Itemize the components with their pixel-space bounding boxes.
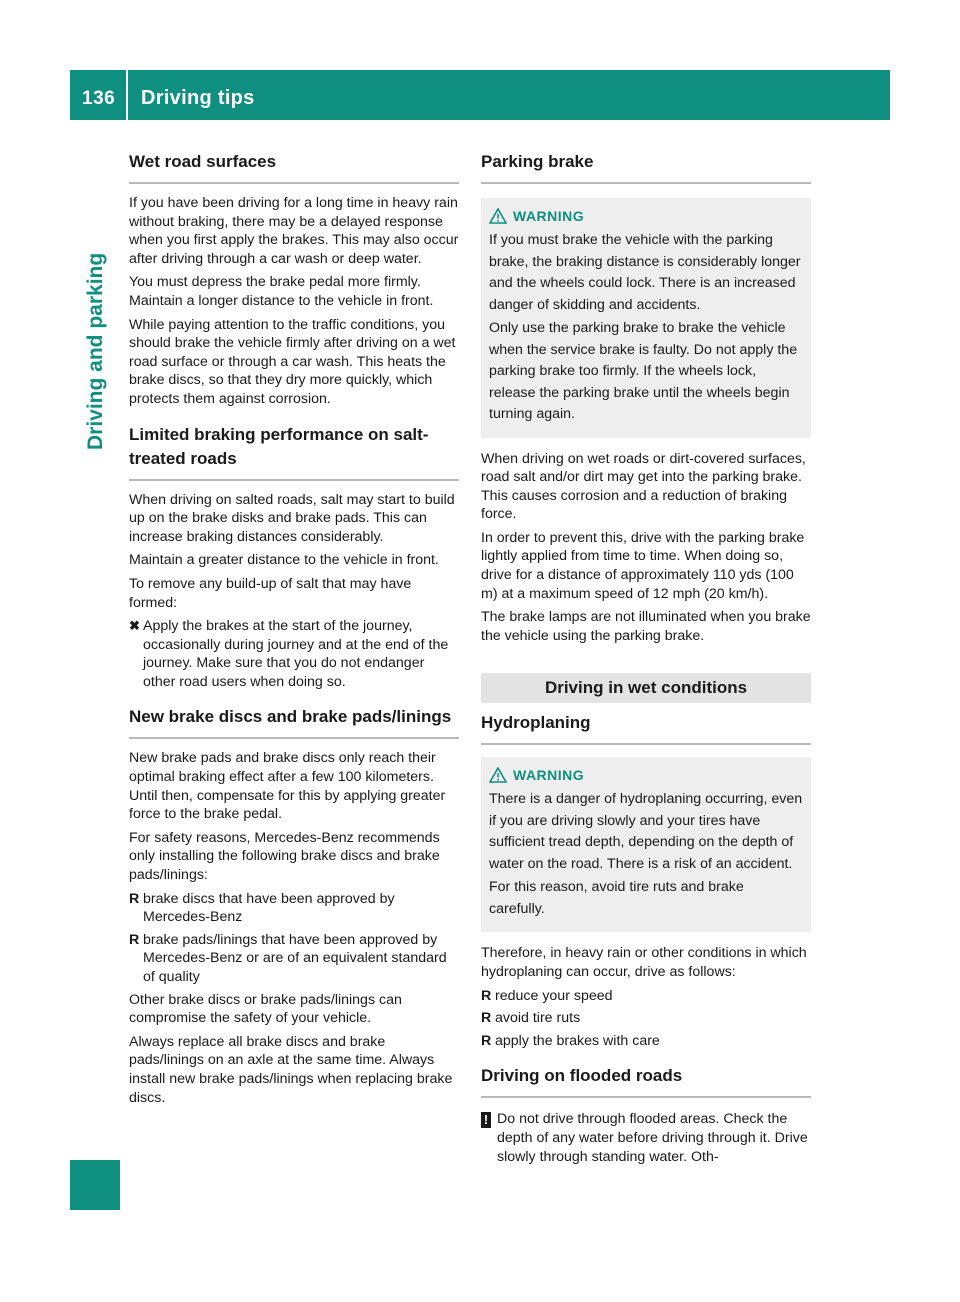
hydroplaning-p1: Therefore, in heavy rain or other conditions in which hydroplaning can occur, drive as follows: [481,945,807,981]
hydroplaning-bullet-3 [481,1032,811,1051]
wet-road-p1: If you have been driving for a long time in heavy rain without braking, there may be a delayed response when you first apply the brakes. This may also occur after driving through a car wash or deep water. [129,195,459,267]
hydroplaning-warning [481,757,811,932]
flooded-notice-text: Do not drive through flooded areas. Check the depth of any water before driving through it. Drive slowly through standing water. Oth- [497,1111,808,1165]
hydroplaning-bullet-2-text: avoid tire ruts [495,1010,581,1027]
bullet-icon: R [481,1032,492,1049]
hydroplaning-heading: Hydroplaning [481,711,811,745]
parking-brake-p3: The brake lamps are not illuminated when you brake the vehicle using the parking brake. [481,609,811,644]
salt-p1: When driving on salted roads, salt may start to build up on the brake disks and brake pads. This can increase braking distances considerably. [129,491,455,545]
warning-triangle-icon [489,767,507,783]
hydro-warning-p2: For this reason, avoid tire ruts and brake carefully. [489,879,744,917]
salt-step-1-text: Apply the brakes at the start of the journey, occasionally during journey and at the end of the journey. Make sure that you do not endanger other road users when doing so. [143,618,449,690]
page-title: Driving tips [141,87,255,109]
new-brakes-heading: New brake discs and brake pads/linings [129,705,459,739]
new-brakes-bullet-2 [129,931,459,987]
exclamation-icon: ! [481,1112,491,1128]
header-divider [126,70,128,120]
parking-brake-p2: In order to prevent this, drive with the parking brake lightly applied from time to time. When doing so, drive for a distance of approximately 110 yds (100 m) at a maximum speed of 12 mph (20 km/h). [481,529,805,602]
side-chapter-text: Driving and parking [84,252,107,450]
left-column [129,150,459,1112]
parking-brake-warning [481,198,811,438]
flooded-notice [481,1110,811,1166]
salt-p3: To remove any build-up of salt that may have formed: [129,575,412,611]
wet-road-p3: While paying attention to the traffic conditions, you should brake the vehicle firmly after driving on a wet road surface or through a car wash. This heats the brake discs, so that they dry more quickly, which protects them against corrosion. [129,316,456,407]
parking-brake-heading: Parking brake [481,150,811,184]
warning-header [489,767,803,783]
salt-heading: Limited braking performance on salt-treated roads [129,423,459,481]
new-brakes-bullet-1 [129,890,459,927]
new-brakes-p4: Always replace all brake discs and brake pads/linings on an axle at the same time. Always install new brake pads/linings when replacing brake discs. [129,1033,453,1106]
side-chapter-marker [70,1160,120,1210]
step-arrow-icon: ✖ [129,618,140,634]
new-brakes-p2: For safety reasons, Mercedes-Benz recommends only installing the following brake discs and brake pads/linings: [129,829,440,884]
warning-title: WARNING [513,208,585,224]
new-brakes-bullet-1-text: brake discs that have been approved by Mercedes-Benz [143,890,395,926]
hydroplaning-bullet-3-text: apply the brakes with care [495,1032,660,1049]
hydroplaning-bullet-2 [481,1009,811,1028]
flooded-heading: Driving on flooded roads [481,1064,811,1098]
warning-header [489,208,803,224]
bullet-icon: R [129,931,140,948]
warning-title: WARNING [513,767,585,784]
new-brakes-p1: New brake pads and brake discs only reach their optimal braking effect after a few 100 kilometers. Until then, compensate for this by applying greater force to the brake pedal. [129,750,446,823]
side-chapter-label [84,250,110,450]
warning-triangle-icon [489,208,507,224]
salt-p2: Maintain a greater distance to the vehicle in front. [129,552,439,569]
bullet-icon: R [481,987,492,1004]
salt-step-1 [129,617,459,691]
new-brakes-bullet-2-text: brake pads/linings that have been approved by Mercedes-Benz or are of an equivalent standard of quality [143,931,447,985]
hydroplaning-bullet-1 [481,987,811,1006]
bullet-icon: R [481,1010,492,1027]
parking-warning-p1: If you must brake the vehicle with the parking brake, the braking distance is considerably longer and the wheels could lock. There is an increased danger of skidding and accidents. [489,232,801,313]
page-number: 136 [82,88,116,109]
new-brakes-p3: Other brake discs or brake pads/linings can compromise the safety of your vehicle. [129,991,402,1027]
wet-road-heading: Wet road surfaces [129,150,459,184]
hydro-warning-p1: There is a danger of hydroplaning occurring, even if you are driving slowly and your tires have sufficient tread depth, depending on the depth of water on the road. There is a risk of an accident. [489,791,803,872]
parking-brake-p1: When driving on wet roads or dirt-covered surfaces, road salt and/or dirt may get into the parking brake. This causes corrosion and a reduction of braking force. [481,450,806,523]
hydroplaning-bullet-1-text: reduce your speed [495,987,613,1004]
wet-road-p2: You must depress the brake pedal more firmly. Maintain a longer distance to the vehicle in front. [129,274,434,309]
wet-conditions-band: Driving in wet conditions [481,673,811,703]
right-column [481,150,811,1166]
bullet-icon: R [129,890,140,907]
parking-warning-p2: Only use the parking brake to brake the vehicle when the service brake is faulty. Do not apply the parking brake too firmly. If the wheels lock, release the parking brake until the wheels begin turning again. [489,320,798,422]
